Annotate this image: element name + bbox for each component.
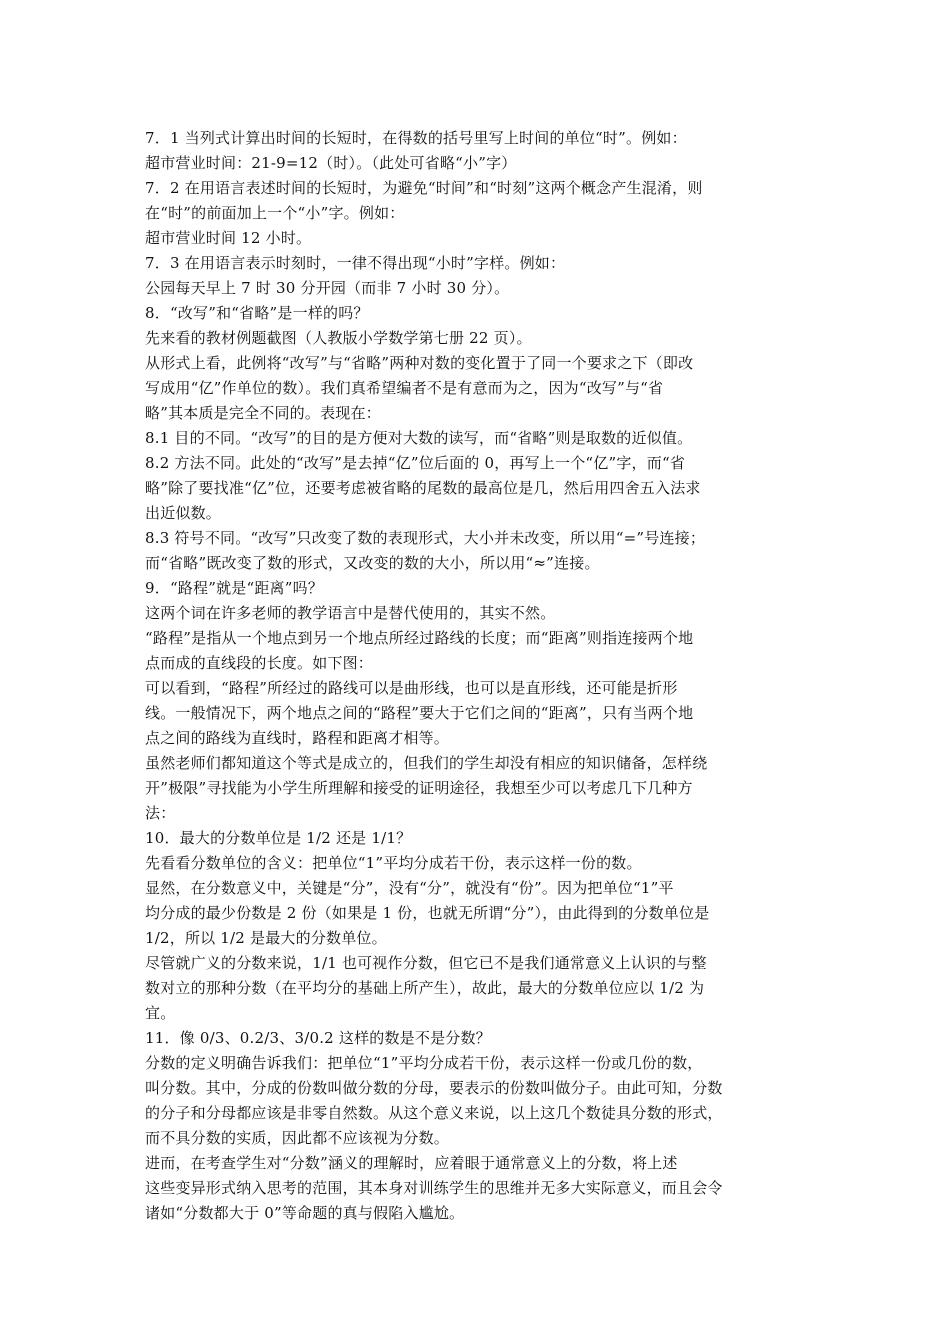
- text-line: 出近似数。: [145, 504, 222, 522]
- text-line: 这些变异形式纳入思考的范围，其本身对训练学生的思维并无多大实际意义，而且会令: [145, 1179, 723, 1197]
- text-line: 8.2 方法不同。此处的“改写”是去掉“亿”位后面的 0，再写上一个“亿”字，而“省: [145, 454, 686, 472]
- text-line: 诸如“分数都大于 0”等命题的真与假陷入尴尬。: [145, 1204, 465, 1222]
- text-line: “路程”是指从一个地点到另一个地点所经过路线的长度；而“距离”则指连接两个地: [145, 629, 694, 647]
- text-line: 进而，在考查学生对“分数”涵义的理解时，应着眼于通常意义上的分数，将上述: [145, 1154, 678, 1172]
- text-line: 叫分数。其中，分成的份数叫做分数的分母，要表示的份数叫做分子。由此可知，分数: [145, 1079, 723, 1097]
- text-line: 宜。: [145, 1004, 176, 1022]
- text-line: 超市营业时间 12 小时。: [145, 229, 312, 247]
- text-line: 写成用“亿”作单位的数）。我们真希望编者不是有意而为之，因为“改写”与“省: [145, 379, 664, 397]
- text-line: 开”极限”寻找能为小学生所理解和接受的证明途径，我想至少可以考虑几下几种方: [145, 779, 693, 797]
- text-line: 略”除了要找准“亿”位，还要考虑被省略的尾数的最高位是几，然后用四舍五入法求: [145, 479, 701, 497]
- text-line: 法：: [145, 804, 176, 822]
- text-line: 而“省略”既改变了数的形式，又改变的数的大小，所以用“≈”连接。: [145, 554, 600, 572]
- text-line: 显然，在分数意义中，关键是“分”，没有“分”，就没有“份”。因为把单位“1”平: [145, 879, 674, 897]
- text-line: 从形式上看，此例将“改写”与“省略”两种对数的变化置于了同一个要求之下（即改: [145, 354, 694, 372]
- text-line: 这两个词在许多老师的教学语言中是替代使用的，其实不然。: [145, 604, 556, 622]
- text-line: 超市营业时间：21-9=12（时）。（此处可省略“小”字）: [145, 154, 517, 172]
- text-line: 7．1 当列式计算出时间的长短时，在得数的括号里写上时间的单位“时”。例如：: [145, 129, 687, 147]
- text-line: 1/2，所以 1/2 是最大的分数单位。: [145, 929, 387, 947]
- text-line: 点而成的直线段的长度。如下图：: [145, 654, 374, 672]
- text-line: 可以看到，“路程”所经过的路线可以是曲形线，也可以是直形线，还可能是折形: [145, 679, 678, 697]
- text-line: 的分子和分母都应该是非零自然数。从这个意义来说，以上这几个数徒具分数的形式，: [145, 1104, 723, 1122]
- text-line: 7．2 在用语言表述时间的长短时，为避免“时间”和“时刻”这两个概念产生混淆，则: [145, 179, 703, 197]
- section-heading: 11．像 0/3、0.2/3、3/0.2 这样的数是不是分数？: [145, 1029, 491, 1047]
- text-line: 8.1 目的不同。“改写”的目的是方便对大数的读写，而“省略”则是取数的近似值。: [145, 429, 693, 447]
- text-line: 公园每天早上 7 时 30 分开园（而非 7 小时 30 分）。: [145, 279, 510, 297]
- text-line: 线。一般情况下，两个地点之间的“路程”要大于它们之间的“距离”，只有当两个地: [145, 704, 694, 722]
- text-line: 8.3 符号不同。“改写”只改变了数的表现形式，大小并未改变，所以用“=”号连接；: [145, 529, 706, 547]
- section-heading: 9．“路程”就是“距离”吗？: [145, 579, 324, 597]
- text-line: 均分成的最少份数是 2 份（如果是 1 份，也就无所谓“分”），由此得到的分数单位是: [145, 904, 710, 922]
- text-line: 而不具分数的实质，因此都不应该视为分数。: [145, 1129, 450, 1147]
- text-line: 7．3 在用语言表示时刻时，一律不得出现“小时”字样。例如：: [145, 254, 566, 272]
- text-line: 先看看分数单位的含义：把单位“1”平均分成若干份，表示这样一份的数。: [145, 854, 642, 872]
- text-line: 虽然老师们都知道这个等式是成立的，但我们的学生却没有相应的知识储备，怎样绕: [145, 754, 708, 772]
- text-line: 点之间的路线为直线时，路程和距离才相等。: [145, 729, 450, 747]
- text-line: 数对立的那种分数（在平均分的基础上所产生），故此，最大的分数单位应以 1/2 为: [145, 979, 705, 997]
- text-line: 略”其本质是完全不同的。表现在：: [145, 404, 381, 422]
- text-line: 先来看的教材例题截图（人教版小学数学第七册 22 页）。: [145, 329, 532, 347]
- text-line: 分数的定义明确告诉我们：把单位“1”平均分成若干份，表示这样一份或几份的数，: [145, 1054, 703, 1072]
- text-line: 尽管就广义的分数来说，1/1 也可视作分数，但它已不是我们通常意义上认识的与整: [145, 954, 707, 972]
- section-heading: 8．“改写”和“省略”是一样的吗？: [145, 304, 369, 322]
- text-line: 在“时”的前面加上一个“小”字。例如：: [145, 204, 405, 222]
- section-heading: 10．最大的分数单位是 1/2 还是 1/1？: [145, 829, 412, 847]
